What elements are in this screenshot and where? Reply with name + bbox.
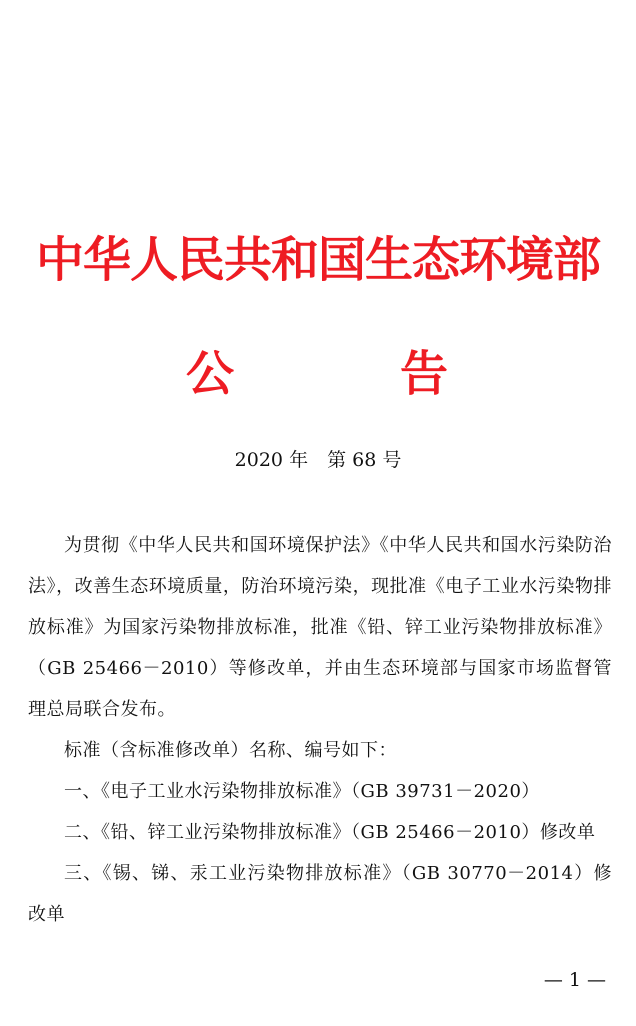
- list-item-2: 二、《铅、锌工业污染物排放标准》（GB 25466－2010）修改单: [64, 822, 596, 843]
- body-text: [28, 525, 612, 935]
- document-type-heading: [0, 342, 636, 406]
- organization-title: 中华人民共和国生态环境部: [35, 232, 600, 288]
- paragraph-intro: 为贯彻《中华人民共和国环境保护法》《中华人民共和国水污染防治法》，改善生态环境质量，防治环境污染，现批准《电子工业水污染物排放标准》为国家污染物排放标准，批准《铅、锌工业污染物排放标准》（GB 25466－2010）等修改单，并由生态环境部与国家市场监督管理总局联合发布。: [28, 535, 612, 720]
- doc-type-char-1: 公: [186, 346, 235, 402]
- document-number: 2020 年 第 68 号: [234, 449, 402, 471]
- paragraph-list-heading: 标准（含标准修改单）名称、编号如下：: [64, 740, 397, 761]
- list-item-1: 一、《电子工业水污染物排放标准》（GB 39731－2020）: [64, 781, 540, 802]
- list-item-3: 三、《锡、锑、汞工业污染物排放标准》（GB 30770－2014）修改单: [28, 863, 612, 925]
- doc-type-char-2: 告: [400, 346, 449, 402]
- page-number: — 1 —: [543, 969, 606, 991]
